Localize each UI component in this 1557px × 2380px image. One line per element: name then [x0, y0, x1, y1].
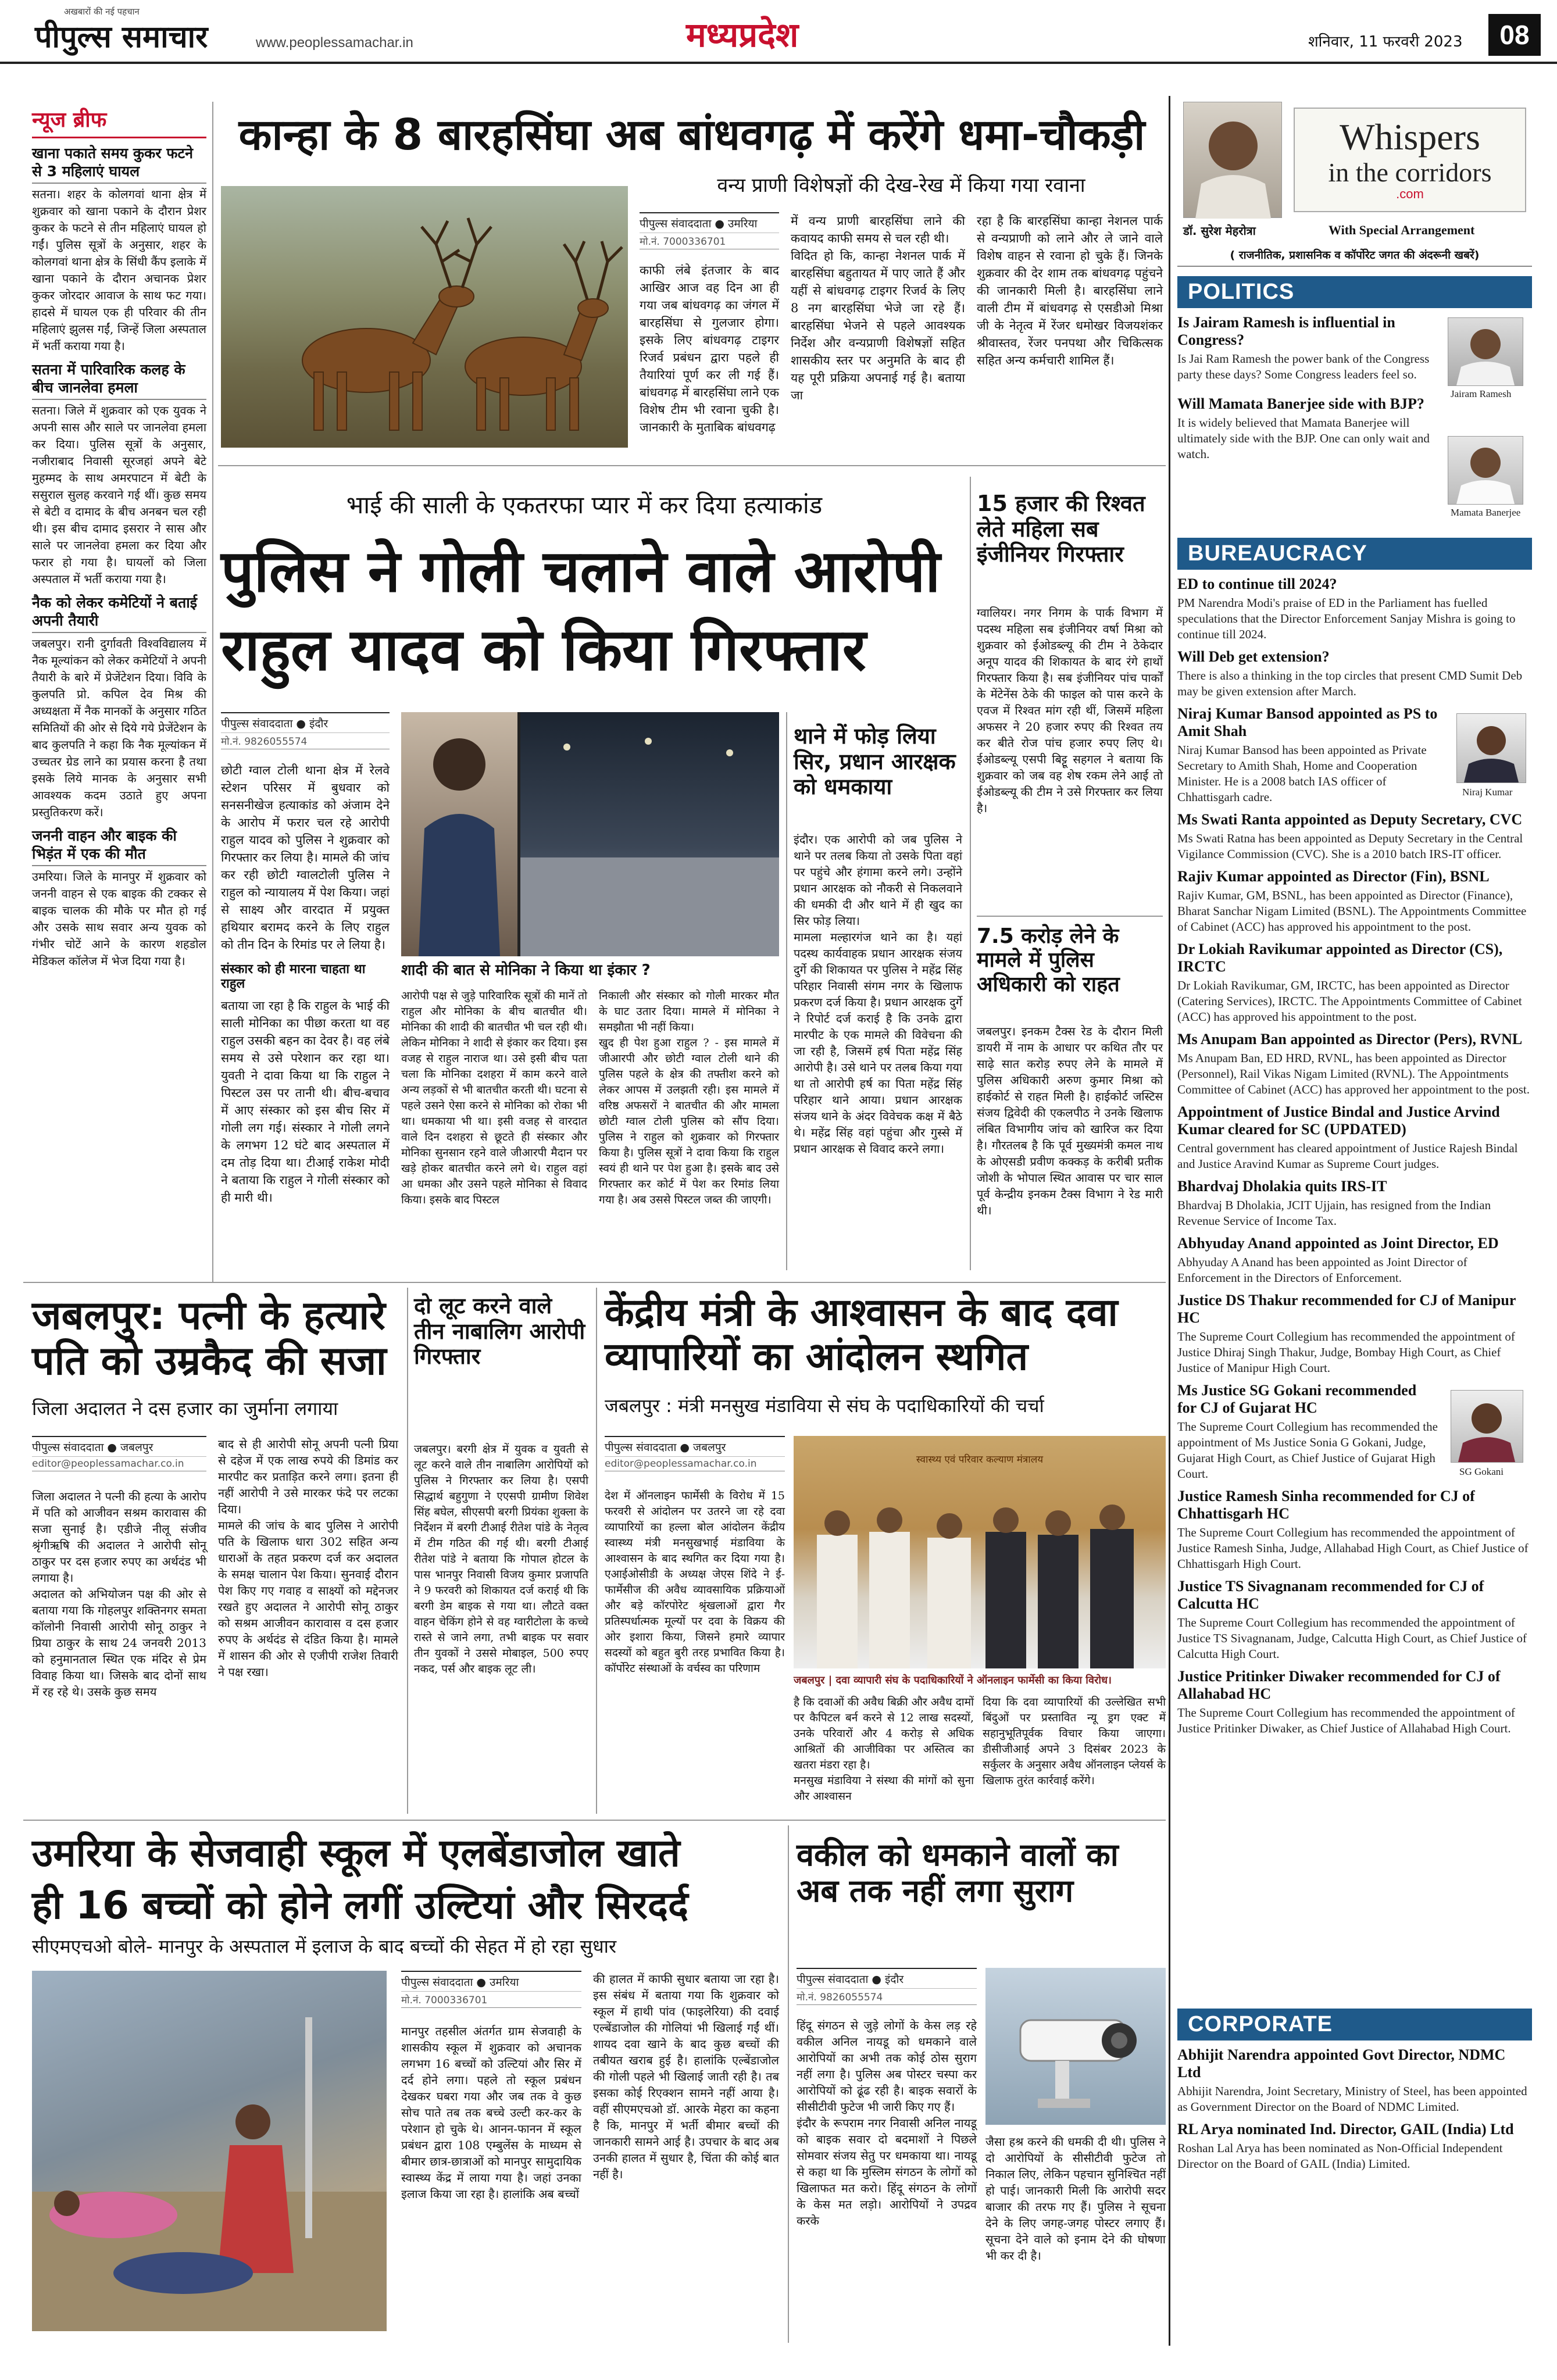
person-silhouette [401, 712, 517, 956]
rahul-headline-line2: राहुल यादव को किया गिरफ्तार [221, 616, 866, 684]
whispers-logo-line2: in the corridors [1328, 158, 1492, 187]
relief-body: जबलपुर। इनकम टैक्स रेड के दौरान मिली डायरी में नाम के आधार पर कथित तौर पर साढ़े सात करोड़ रुपए लेने के मामले में पुलिस अधिकारी अरुण कुमार मिश्रा को हाईकोर्ट से राहत मिली है। हाईकोर्ट जस्टिस संजय द्विवेदी की एकलपीठ ने उनके खिलाफ लंबित विभागीय जांच को खारिज कर दिया है। गौरतलब है कि पूर्व मुख्यमंत्री कमल नाथ के ओएसडी प्रवीण कक्कड़ के करीबी प्रतीक जोशी के भोपाल स्थित आवास पर चार साल पूर्व केन्द्रीय इनकम टैक्स विभाग ने रेड मारी थी। [977, 1024, 1163, 1217]
gokani-photo-label: SG Gokani [1459, 1466, 1504, 1477]
column-divider [212, 102, 213, 1282]
bureaucracy-item-title: Dr Lokiah Ravikumar appointed as Director (CS), IRCTC [1177, 941, 1503, 975]
bureaucracy-item-title: Justice TS Sivagnanam recommended for CJ of Calcutta HC [1177, 1578, 1484, 1612]
corporate-label: CORPORATE [1177, 2009, 1532, 2040]
bureaucracy-item-title: Ms Justice SG Gokani recommended for CJ of Gujarat HC [1177, 1382, 1417, 1416]
bureaucracy-item-title: Ms Anupam Ban appointed as Director (Pers), RVNL [1177, 1031, 1523, 1048]
kanha-subhead: वन्य प्राणी विशेषज्ञों की देख-रेख में किया गया रवाना [717, 174, 1085, 197]
byline-text: पीपुल्स संवाददाता ● जबलपुर [605, 1441, 726, 1454]
politics-item-body: Is Jai Ram Ramesh the power bank of the Congress party these days? Some Congress leaders feel so. [1177, 352, 1430, 381]
umaria-headline-line2: ही 16 बच्चों को होने लगीं उल्टियां और सिरदर्द [32, 1883, 688, 1928]
bureaucracy-item-body: Bhardvaj B Dholakia, JCIT Ujjain, has resigned from the Indian Revenue Service of Income Tax. [1177, 1198, 1491, 1228]
bureaucracy-item-title: Appointment of Justice Bindal and Justice Arvind Kumar cleared for SC (UPDATED) [1177, 1103, 1500, 1138]
bureaucracy-item-body: Dr Lokiah Ravikumar, GM, IRCTC, has been appointed as Director (Catering Services), IRCTC. The Appointments Committee of Cabinet (ACC) has approved his appointment to the post. [1177, 978, 1522, 1024]
kanha-byline [640, 212, 779, 249]
news-brief-column [32, 105, 206, 1279]
masthead-tagline: अखबारों की नई पहचान [64, 6, 140, 17]
photo-banner: स्वास्थ्य एवं परिवार कल्याण मंत्रालय [916, 1454, 1044, 1466]
bureaucracy-item-title: Justice Pritinker Diwaker recommended for CJ of Allahabad HC [1177, 1668, 1501, 1702]
corporate-item-title: RL Arya nominated Ind. Director, GAIL (India) Ltd [1177, 2121, 1514, 2138]
byline-phone: मो.नं. 9826055574 [797, 1988, 977, 2003]
accused-portrait [401, 712, 517, 956]
umaria-col2: की हालत में काफी सुधार बताया जा रहा है। इस संबंध में बताया गया कि शुक्रवार को स्कूल में हाथी पांव (फाइलेरिया) की दवाई एल्बेंडाजोल की गोलियां भी खिलाई गईं थीं। शायद दवा खाने के बाद कुछ बच्चों की तबीयत खराब हुई है। हालांकि एल्बेंडाजोल की गोली पहले भी खिलाई जाती रही है। तब इसका कोई रिएक्शन सामने नहीं आया है। वहीं सीएमएचओ डॉ. आरके मेहरा का कहना है कि, मानपुर में भर्ती बीमार बच्चों की जानकारी सामने आई है। उपचार के बाद अब उनकी हालत में सुधार है, चिंता की कोई बात नहीं है। [593, 1972, 779, 2181]
kanha-col1: काफी लंबे इंतजार के बाद आखिर आज वह दिन आ ही गया जब बांधवगढ़ का जंगल में बारहसिंघा से गुलजार होगा। इसके लिए बांधवगढ़ टाइगर रिजर्व प्रबंधन द्वारा पहले ही तैयारियां पूर्ण कर ली गई हैं। बांधवगढ़ में बारहसिंघा लाने एक विशेष टीम भी रवाना चुकी है। जानकारी के मुताबिक बांधवगढ़ [640, 263, 779, 434]
bureaucracy-item-body: Central government has cleared appointment of Justice Rajesh Bindal and Justice Aravind Kumar as Supreme Court judges. [1177, 1141, 1518, 1171]
corporate-section [1177, 2009, 1532, 2172]
bureaucracy-item-body: The Supreme Court Collegium has recommended the appointment of Justice Ramesh Sinha, Judge, Allahabad High Court, as Chief Justice of Chhattisgarh High Court. [1177, 1525, 1529, 1571]
byline-phone: मो.नं. 7000336701 [401, 1991, 581, 2006]
masthead [0, 0, 1557, 64]
bureaucracy-item-body: There is also a thinking in the top circles that present CMD Sumit Deb may be given extension after March. [1177, 669, 1523, 698]
bureaucracy-item-title: Ms Swati Ranta appointed as Deputy Secretary, CVC [1177, 811, 1523, 828]
relief-headline: 7.5 करोड़ लेने के मामले में पुलिस अधिकारी को राहत [977, 924, 1120, 996]
bureaucracy-item-title: Justice Ramesh Sinha recommended for CJ of Chhattisgarh HC [1177, 1488, 1475, 1522]
issue-date: शनिवार, 11 फरवरी 2023 [1308, 33, 1463, 51]
rahul-subhead: संस्कार को ही मारना चाहता था राहुल [221, 962, 366, 992]
paper-logo: पीपुल्स समाचार [35, 20, 208, 55]
person-silhouette [1448, 437, 1523, 504]
bureaucracy-item-title: Will Deb get extension? [1177, 648, 1330, 665]
bureaucracy-item-title: Abhyuday Anand appointed as Joint Director, ED [1177, 1235, 1499, 1252]
byline-phone: मो.नं. 7000336701 [640, 233, 779, 248]
bureaucracy-item-body: The Supreme Court Collegium has recommended the appointment of Justice TS Sivagnanam, Judge, Calcutta High Court, as Chief Justice of Calcutta High Court. [1177, 1616, 1527, 1661]
byline-text: पीपुल्स संवाददाता ● जबलपुर [32, 1441, 153, 1454]
pharma-photo-caption: जबलपुर | दवा व्यापारी संघ के पदाधिकारियों ने ऑनलाइन फार्मेसी का किया विरोध। [794, 1674, 1112, 1686]
kanha-headline: कान्हा के 8 बारहसिंघा अब बांधवगढ़ में करेंगे धमा-चौकड़ी [238, 110, 1145, 160]
niraj-photo-label: Niraj Kumar [1462, 787, 1513, 798]
umaria-headline-line1: उमरिया के सेजवाही स्कूल में एलबेंडाजोल खाते [32, 1831, 680, 1875]
bureaucracy-item-body: Abhyuday A Anand has been appointed as Joint Director of Enforcement in the Directors of Enforcement. [1177, 1255, 1467, 1285]
jabalpur-col1: जिला अदालत ने पत्नी की हत्या के आरोप में पति को आजीवन सश्रम कारावास की सजा सुनाई है। एडीजे नीलू संजीव श्रृंगीऋषि की अदालत ने आरोपी सोनू ठाकुर पर दस हजार रुपए का अर्थदंड भी लगाया है। अदालत को अभियोजन पक्ष की ओर से बताया गया कि गोहलपुर शक्तिनगर समता कॉलोनी निवासी आरोपी सोनू ठाकुर ने प्रिया ठाकुर के साथ 24 जनवरी 2013 को हनुमानताल स्थित एक मंदिर से प्रेम विवाह किया था। जिसके बाद दोनों साथ में रह रहे थे। उसके कुछ समय [32, 1489, 206, 1699]
pharma-byline [605, 1436, 785, 1471]
column-divider [786, 712, 787, 1270]
gokani-photo [1451, 1390, 1523, 1463]
cctv-camera-icon [985, 1968, 1166, 2125]
whispers-sidebar [1177, 96, 1532, 2346]
pharma-subhead: जबलपुर : मंत्री मनसुख मंडाविया से संघ के पदाधिकारियों की चर्चा [605, 1395, 1044, 1417]
rahul-col2: आरोपी पक्ष से जुड़े पारिवारिक सूत्रों की मानें तो राहुल और मोनिका के बीच बातचीत थी। मोनिका की शादी की बातचीत भी चल रही थी। लेकिन मोनिका ने शादी से इंकार कर दिया। इस वजह से राहुल नाराज था। उसे इसी बीच पता चला कि मोनिका दशहरा में काम करने वाले अन्य लड़कों से भी बातचीत करती थी। घटना से पहले उसने ऐसा करने से मोनिका को रोका भी था। धमकाया भी था। इसी वजह से वारदात वाले दिन दशहरा से छूटते ही संस्कार और मोनिका सुनसान रहने वाले जीआरपी मैदान पर खड़े होकर बातचीत करने लगे थे। राहुल वहां आ धमका और उसने पहले मोनिका से विवाद किया। इसके बाद पिस्टल [401, 989, 587, 1206]
corporate-item-body: Roshan Lal Arya has been nominated as Non-Official Independent Director on the Board of GAIL (India) Limited. [1177, 2141, 1503, 2171]
thane-body: इंदौर। एक आरोपी को जब पुलिस ने थाने पर तलब किया तो उसके पिता वहां पर पहुंचे और हंगामा करने लगे। उन्होंने प्रधान आरक्षक को नौकरी से निकलवाने की धमकी दी और थाने में ही खुद का सिर फोड़ लिया। मामला मल्हारगंज थाने का है। यहां पदस्थ कार्यवाहक प्रधान आरक्षक संजय दुर्गे की शिकायत पर पुलिस ने महेंद्र सिंह परिहार निवासी संगम नगर के खिलाफ प्रकरण दर्ज किया है। प्रधान आरक्षक दुर्गे ने रिपोर्ट दर्ज कराई है कि उनके द्वारा मारपीट के एक मामले की विवेचना की जा रही है, जिसमें हर्ष पिता महेंद्र सिंह आरोपी है। उसे थाने पर तलब किया गया था तो आरोपी हर्ष का पिता महेंद्र सिंह परिहार थाने आया। प्रधान आरक्षक संजय थाने के अंदर विवेचक कक्ष में बैठे थे। महेंद्र सिंह वहां पहुंचा और गुस्से में प्रधान आरक्षक से विवाद करने लगा। [794, 832, 962, 1156]
hospital-children-scene [32, 1971, 387, 2331]
cctv-photo [985, 1968, 1166, 2125]
rahul-col3: निकाली और संस्कार को गोली मारकर मौत के घाट उतार दिया। मामले में मोनिका ने समझौता भी नहीं किया। खुद ही पेश हुआ राहुल ? - इस मामले में जीआरपी और छोटी ग्वाल टोली थाने की पुलिस पहले के क्षेत्र की तफ्तीश करने को लेकर आपस में उलझती रही। इस मामले में वरिष्ठ अफसरों ने बातचीत की और मामला छोटी ग्वाल टोली पुलिस को सौंप दिया। पुलिस ने राहुल को शुक्रवार को गिरफ्तार किया है। पुलिस सूत्रों ने दावा किया कि राहुल स्वयं ही थाने पर पेश हुआ है। इसके बाद उसे गिरफ्तार कर कोर्ट में पेश कर रिमांड लिया गया है। अब उससे पिस्टल जब्त की जाएगी। [599, 989, 779, 1206]
section-divider [218, 465, 1166, 466]
bureaucracy-label: BUREAUCRACY [1177, 538, 1532, 570]
brief-title: जननी वाहन और बाइक की भिड़ंत में एक की मौत [32, 827, 206, 866]
kanha-col2: में वन्य प्राणी बारहसिंघा लाने की कवायद काफी समय से चल रही थी। विदित हो कि, कान्हा नेशनल पार्क में बारहसिंघा बहुतायत में पाए जाते हैं और यहीं से बांधवगढ़ टाइगर रिजर्व के लिए 8 नग बारहसिंघा भेजे जा रहे हैं। बारहसिंघा भेजने से पहले आवश्यक निर्देश और वन्यप्राणी विशेषज्ञों सहित शासकीय स्तर पर अनुमति के बाद ही यह पूरी प्रक्रिया अपनाई गई है। बताया जा [791, 214, 965, 402]
lawyer-headline: वकील को धमकाने वालों का अब तक नहीं लगा सुराग [797, 1836, 1119, 1910]
whispers-logo-url: .com [1396, 187, 1424, 201]
thane-headline: थाने में फोड़ लिया सिर, प्रधान आरक्षक को धमकाया [794, 723, 956, 800]
politics-item-body: It is widely believed that Mamata Banerjee will ultimately side with the BJP. One can only wait and watch. [1177, 416, 1430, 461]
station-lights [520, 712, 779, 956]
section-title: मध्यप्रदेश [686, 15, 799, 55]
column-divider [970, 477, 971, 1270]
deer-photo [221, 186, 628, 448]
author-silhouette [1184, 102, 1283, 219]
rahul-col1: छोटी ग्वाल टोली थाना क्षेत्र में रेलवे स्टेशन परिसर में बुधवार को सनसनीखेज हत्याकांड को अंजाम देने के आरोप में फरार चल रहे आरोपी राहुल यादव को पुलिस ने शुक्रवार को गिरफ्तार कर लिया है। मामले की जांच कर रही छोटी ग्वालटोली पुलिस ने राहुल को न्यायालय में पेश किया। जहां से साक्ष्य और वारदात में प्रयुक्त हथियार बरामद करने के लिए राहुल को तीन दिन के रिमांड पर ले लिया है। [221, 763, 390, 952]
special-arrangement: With Special Arrangement [1329, 223, 1475, 237]
bureaucracy-item-body: The Supreme Court Collegium has recommended the appointment of Justice Pritinker Diwaker, as Chief Justice of Allahabad High Court. [1177, 1706, 1515, 1735]
loot-body: जबलपुर। बरगी क्षेत्र में युवक व युवती से लूट करने वाले तीन नाबालिग आरोपियों को पुलिस ने गिरफ्तार कर लिया है। एसपी सिद्धार्थ बहुगुणा ने एएसपी ग्रामीण शिवेश सिंह बघेल, सीएसपी बरगी प्रियंका शुक्ला के निर्देशन में बरगी टीआई रीतेश पांडे के नेतृत्व में टीम गठित की गई थी। बरगी टीआई रीतेश पांडे ने बताया कि गोपाल होटल के पास भानपुर निवासी विजय कुमार प्रजापति ने 9 फरवरी को शिकायत दर्ज कराई थी कि बरगी डेम बाइक से गया था। लौटते वक्त वाहन चेकिंग होने से वह ग्वारीटोला के कच्चे रास्ते से जाने लगा, तभी बाइक पर सवार तीन युवकों ने उससे मोबाइल, 500 रुपए नकद, पर्स और बाइक लूट ली। [414, 1443, 588, 1675]
rahul-col1b: बताया जा रहा है कि राहुल के भाई की साली मोनिका का पीछा करता था वह राहुल उसकी बहन का देवर है। वह लंबे समय से उसे परेशान कर रहा था। युवती ने दावा किया था कि राहुल ने पिस्टल उस पर तानी थी। बीच-बचाव में आए संस्कार को इस बीच सिर में गोली लग गई। संस्कार ने गोली लगने के लगभग 12 घंटे बाद अस्पताल में दम तोड़ दिया था। टीआई राकेश मोदी ने बताया कि राहुल ने गोली संस्कार को ही मारी थी। [221, 999, 390, 1205]
brief-title: सतना में पारिवारिक कलह के बीच जानलेवा हमला [32, 360, 206, 400]
kanha-col3: रहा है कि बारहसिंघा कान्हा नेशनल पार्क से वन्यप्राणी को लाने और ले जाने वाले विशेष वाहन से रवाना हो चुके हैं। जिनके शुक्रवार की देर शाम तक बांधवगढ़ पहुंचने की जानकारी मिली है। बारहसिंघा लाने वाली टीम में बांधवगढ़ से एसडीओ मिश्रा जी के नेतृत्व में रेंजर धमोखर विजयशंकर श्रीवास्तव, रेंजर पनपथा और चिकित्सक सहित अन्य कर्मचारी शामिल हैं। [977, 214, 1163, 367]
rahul-kicker: भाई की साली के एकतरफा प्यार में कर दिया हत्याकांड [346, 491, 823, 519]
byline-text: पीपुल्स संवाददाता ● इंदौर [221, 717, 328, 730]
loot-headline: दो लूट करने वाले तीन नाबालिग आरोपी गिरफ्तार [414, 1293, 585, 1370]
bureaucracy-item-body: The Supreme Court Collegium has recommended the appointment of Ms Justice Sonia G Gokani, Judge, Gujarat High Court, as Chief Justice of Gujarat High Court. [1177, 1420, 1438, 1481]
bureaucracy-item-body: Ms Swati Ratna has been appointed as Deputy Secretary in the Central Vigilance Commission (CVC). She is a 2010 batch IRS-IT officer. [1177, 831, 1523, 861]
brief-body: उमरिया। जिले के मानपुर में शुक्रवार को जननी वाहन से एक बाइक की टक्कर से बाइक चालक की मौके पर मौत हो गई और उसके साथ सवार अन्य युवक को गंभीर चोटें आने के कारण शहडोल मेडिकल कॉलेज में भेज दिया गया है। [32, 870, 206, 968]
rahul-photo-caption: शादी की बात से मोनिका ने किया था इंकार ? [401, 962, 651, 979]
rahul-photo [401, 712, 779, 956]
deer-illustration [221, 186, 628, 448]
jabalpur-byline [32, 1436, 206, 1471]
person-silhouette [1451, 1391, 1523, 1462]
section-divider [23, 1820, 1166, 1821]
brief-body: सतना। शहर के कोलगवां थाना क्षेत्र में शुक्रवार को खाना पकाने के दौरान प्रेशर कुकर के फटने से तीन महिलाएं घायल हो गईं। पुलिस सूत्रों के अनुसार, शहर के कोलगवां थाना क्षेत्र के सिंधी कैंप इलाके में खाना पकाने के दौरान अचानक प्रेशर कुकर जोरदार आवाज के साथ फट गया। हादसे में घायल एक ही परिवार की तीन महिलाएं झुलस गईं, जिन्हें जिला अस्पताल में भर्ती कराया गया है। [32, 187, 206, 353]
umaria-col1: मानपुर तहसील अंतर्गत ग्राम सेजवाही के शासकीय स्कूल में शुक्रवार को अचानक लगभग 16 बच्चों को उल्टियां और सिर में दर्द होने लगा। पहले तो स्कूल प्रबंधन देखकर घबरा गया और जब तक वे कुछ सोच पाते तब तक बच्चे उल्टी कर-कर के परेशान हो चुके थे। आनन-फानन में स्कूल प्रबंधन द्वारा 108 एम्बुलेंस के माध्यम से बीमार छात्र-छात्राओं को मानपुर सामुदायिक स्वास्थ्य केंद्र में लाया गया है। जहां उनका इलाज किया जा रहा है। हालांकि अब बच्चों [401, 2024, 581, 2201]
bribe-body: ग्वालियर। नगर निगम के पार्क विभाग में पदस्थ महिला सब इंजीनियर वर्षा मिश्रा को शुक्रवार को ईओडब्ल्यू की टीम ने ठेकेदार अनूप यादव की शिकायत के बाद रंगे हाथों गिरफ्तार किया है। सब इंजीनियर पांच पार्कों के मेंटेनेंस ठेके की फाइल को पास करने के एवज में रिश्वत मांग रही थीं, जिसमें महिला अफसर ने 20 हजार रुपए की रिश्वत तय कर बीते रोज पांच हजार रुपए लिए थे। ईओडब्ल्यू एसपी बिट्टू सहगल ने बताया कि शुक्रवार को जब वह शेष रकम लेने आई तो ईओडब्ल्यू की टीम ने उसे गिरफ्तार कर लिया है। [977, 606, 1163, 815]
umaria-byline [401, 1971, 581, 2008]
news-brief-label: न्यूज ब्रीफ [32, 105, 206, 138]
pharma-col1: देश में ऑनलाइन फार्मेसी के विरोध में 15 फरवरी से आंदोलन पर उतरने जा रहे दवा व्यापारियों का हल्ला बोल आंदोलन केंद्रीय स्वास्थ्य मंत्री मनसुखभाई मंडाविया के आश्वासन के बाद स्थगित कर दिया गया है। एआईओसीडी के अध्यक्ष जेएस शिंदे ने ई-फार्मेसीज की अवैध व्यावसायिक प्रक्रियाओं और बड़े कॉरपोरेट श्रृंखलाओं द्वारा गैर प्रतिस्पर्धात्मक मूल्यों पर दवा के विक्रय की ओर इशारा किया, जिसने हमारे व्यापार सदस्यों को बहुत बुरी तरह प्रभावित किया है। कॉर्पोरेट संस्थाओं के वर्चस्व का परिणाम [605, 1489, 785, 1675]
pharma-headline: केंद्रीय मंत्री के आश्वासन के बाद दवा व्यापारियों का आंदोलन स्थगित [605, 1290, 1118, 1379]
politics-item-title: Will Mamata Banerjee side with BJP? [1177, 395, 1424, 412]
byline-text: पीपुल्स संवाददाता ● उमरिया [640, 217, 758, 230]
politics-label: POLITICS [1177, 276, 1532, 308]
jabalpur-headline: जबलपुर: पत्नी के हत्यारे पति को उम्रकैद की सजा [32, 1293, 387, 1385]
bureaucracy-item-title: ED to continue till 2024? [1177, 576, 1337, 592]
person-silhouette [1448, 318, 1523, 385]
column-divider [788, 1825, 789, 2343]
station-night-scene [520, 712, 779, 956]
bureaucracy-item-body: Rajiv Kumar, GM, BSNL, has been appointed as Director (Finance), Bharat Sanchar Nigam Limited (BSNL). The Appointments Committee of Cabinet (ACC) has approved his appointment to the post. [1177, 888, 1527, 934]
website-link[interactable]: www.peoplessamachar.in [256, 35, 413, 51]
section-divider [977, 916, 1163, 917]
corporate-item-title: Abhijit Narendra appointed Govt Director, NDMC Ltd [1177, 2046, 1506, 2081]
bureaucracy-item-title: Bhardvaj Dholakia quits IRS-IT [1177, 1178, 1387, 1195]
column-divider [1169, 96, 1170, 2346]
pharma-photo [794, 1436, 1166, 1668]
bureaucracy-item-body: The Supreme Court Collegium has recommended the appointment of Justice Dhiraj Singh Thakur, Judge, Bombay High Court, as Chief Justice of Manipur High Court. [1177, 1330, 1515, 1375]
corporate-item-body: Abhijit Narendra, Joint Secretary, Ministry of Steel, has been appointed as Government Director on the Board of NDMC Limited. [1177, 2084, 1527, 2114]
niraj-photo [1456, 713, 1526, 783]
page-number: 08 [1488, 14, 1541, 56]
byline-phone: मो.नं. 9826055574 [221, 732, 390, 748]
person-silhouette [1457, 714, 1526, 782]
bureaucracy-item-body: PM Narendra Modi's praise of ED in the Parliament has fuelled speculations that the Director Enforcement Sanjay Mishra is going to continue till 2024. [1177, 596, 1516, 641]
author-name: डॉ. सुरेश मेहरोत्रा [1183, 224, 1256, 238]
byline-text: पीपुल्स संवाददाता ● उमरिया [401, 1976, 519, 1989]
bureaucracy-section [1177, 538, 1532, 1736]
umaria-photo [32, 1971, 387, 2331]
politics-item-title: Is Jairam Ramesh is influential in Congress? [1177, 314, 1395, 348]
whispers-header [1177, 96, 1532, 241]
brief-title: नैक को लेकर कमेटियों ने बताई अपनी तैयारी [32, 594, 206, 633]
section-divider [23, 1282, 1166, 1283]
brief-body: जबलपुर। रानी दुर्गावती विश्वविद्यालय में नैक मूल्यांकन को लेकर कमेटियों ने अपनी तैयारी के बारे में प्रेजेंटेशन दिया। विवि के कुलपति प्रो. कपिल देव मिश्र की अध्यक्षता में नैक मानकों के अनुसार गठित समितियों की ओर से दिये गये प्रेजेंटेशन के बाद कुलपति ने कहा कि नैक मूल्यांकन में उच्चतर ग्रेड लाने का प्रयास करना है तथा इसके लिये मानक के अनुसार सभी आवश्यक कदम उठाते हुए अपना प्रस्तुतिकरण करें। [32, 637, 206, 819]
mamata-photo [1448, 436, 1523, 505]
bribe-headline: 15 हजार की रिश्वत लेते महिला सब इंजीनियर गिरफ्तार [977, 491, 1145, 567]
bureaucracy-item-body: Niraj Kumar Bansod has been appointed as Private Secretary to Amith Shah, Home and Cooperation Minister. He is a 2008 batch IAS officer of Chhattisgarh cadre. [1177, 743, 1427, 804]
politics-section [1177, 276, 1532, 518]
jabalpur-col2: बाद से ही आरोपी सोनू अपनी पत्नी प्रिया से दहेज में एक लाख रुपये की डिमांड कर मारपीट कर प्रताड़ित करने लगा। इतना ही नहीं आरोपी ने उसे मारकर फंदे पर लटका दिया। मामले की जांच के बाद पुलिस ने आरोपी पति के खिलाफ धारा 302 सहित अन्य धाराओं के तहत प्रकरण दर्ज कर अदालत के समक्ष चालान पेश किया। सुनवाई दौरान पेश किए गए गवाह व साक्ष्यों को मद्देनजर रखते हुए अदालत ने आरोपी सोनू ठाकुर को सश्रम आजीवन कारावास व दस हजार रुपए के अर्थदंड से दंडित किया है। मामले में शासन की ओर से एजीपी राजेश तिवारी ने पक्ष रखा। [218, 1437, 398, 1679]
whispers-logo-line1: Whispers [1340, 116, 1480, 158]
bureaucracy-item-title: Rajiv Kumar appointed as Director (Fin), BSNL [1177, 868, 1490, 885]
bureaucracy-item-title: Justice DS Thakur recommended for CJ of Manipur HC [1177, 1292, 1516, 1326]
bureaucracy-item-body: Ms Anupam Ban, ED HRD, RVNL, has been appointed as Director (Personnel), Rail Vikas Nigam Limited (RVNL). The Appointments Committee of Cabinet (ACC) has approved her appointment to the post. [1177, 1051, 1530, 1096]
umaria-subhead: सीएमएचओ बोले- मानपुर के अस्पताल में इलाज के बाद बच्चों की सेहत में हो रहा सुधार [32, 1935, 617, 1957]
jabalpur-subhead: जिला अदालत ने दस हजार का जुर्माना लगाया [32, 1398, 338, 1420]
rahul-byline [221, 712, 390, 749]
pharma-col3: दिया कि दवा व्यापारियों की उल्लेखित सभी बिंदुओं पर प्रस्तावित न्यू ड्रग एक्ट में सहानुभूतिपूर्वक विचार किया जाएगा। डीसीजीआई अपने 3 दिसंबर 2023 के सर्कुलर के अनुसार अवैध ऑनलाइन प्लेयर्स के खिलाफ तुरंत कार्रवाई करेंगे। [983, 1696, 1166, 1787]
whispers-tagline: ( राजनीतिक, प्रशासनिक व कॉर्पोरेट जगत की अंदरूनी खबरें) [1177, 247, 1532, 267]
jairam-photo [1448, 317, 1523, 386]
column-divider [407, 1288, 408, 1814]
byline-text: पीपुल्स संवाददाता ● इंदौर [797, 1973, 904, 1986]
column-divider [596, 1288, 597, 1814]
lawyer-byline [797, 1968, 977, 2005]
brief-body: सतना। जिले में शुक्रवार को एक युवक ने अपनी सास और साले पर जानलेवा हमला कर दिया। पुलिस सूत्रों के अनुसार, नजीराबाद निवासी सूरजहां अपने बेटे मुहम्मद के साथ अमरपाटन में बेटी के ससुराल सुलह करवाने गई थीं। कुछ समय से बेटी व दामाद के बीच अनबन चल रही थी। इस बीच दामाद इसरार ने सास और साले पर जानलेवा हमला कर दिया और फरार हो गया है। घायलों को जिला अस्पताल में भर्ती कराया गया है। [32, 403, 206, 586]
byline-email: editor@peoplessamachar.co.in [32, 1456, 206, 1470]
brief-title: खाना पकाते समय कुकर फटने से 3 महिलाएं घायल [32, 144, 206, 184]
byline-email: editor@peoplessamachar.co.in [605, 1456, 785, 1470]
rahul-headline-line1: पुलिस ने गोली चलाने वाले आरोपी [221, 537, 941, 605]
bureaucracy-item-title: Niraj Kumar Bansod appointed as PS to Amit Shah [1177, 705, 1438, 739]
pharma-col2: है कि दवाओं की अवैध बिक्री और अवैध दामों पर कैपिटल बर्न करने से 12 लाख सदस्यों, उनके परिवारों और 4 करोड़ से अधिक आश्रितों की आजीविका पर अस्तित्व का खतरा मंडरा रहा है। मनसुख मंडाविया ने संस्था की मांगों को सुना और आश्वासन [794, 1696, 974, 1803]
whispers-logo [1294, 108, 1526, 212]
lawyer-col2: जैसा हश्र करने की धमकी दी थी। पुलिस ने दो आरोपियों के सीसीटीवी फुटेज तो निकाल लिए, लेकिन पहचान सुनिश्चित नहीं हो पाई। जानकारी मिली कि आरोपी सदर बाजार की तरफ गए हैं। पुलिस ने सूचना देने के लिए जगह-जगह पोस्टर लगाए हैं। सूचना देने वाले को इनाम देने की घोषणा भी कर दी है। [985, 2135, 1166, 2263]
lawyer-col1: हिंदू संगठन से जुड़े लोगों के केस लड़ रहे वकील अनिल नायडू को धमकाने वाले आरोपियों का अभी तक कोई ठोस सुराग नहीं लगा है। पुलिस अब पोस्टर चस्पा कर आरोपियों को ढूंढ रही है। बाइक सवारों के सीसीटीवी फुटेज भी जारी किए गए हैं। इंदौर के रूपराम नगर निवासी अनिल नायडू को बाइक सवार दो बदमाशों ने पिछले सोमवार संजय सेतु पर धमकाया था। नायडू से कहा था कि मुस्लिम संगठन के लोगों को खिलाफत मत करो। हिंदू संगठन के लोगों के केस मत लड़ो। आरोपियों ने उपद्रव करके [797, 2018, 977, 2228]
mamata-photo-label: Mamata Banerjee [1451, 507, 1521, 518]
author-photo [1183, 102, 1282, 218]
group-photo-figures [794, 1436, 1166, 1668]
jairam-photo-label: Jairam Ramesh [1451, 388, 1512, 399]
